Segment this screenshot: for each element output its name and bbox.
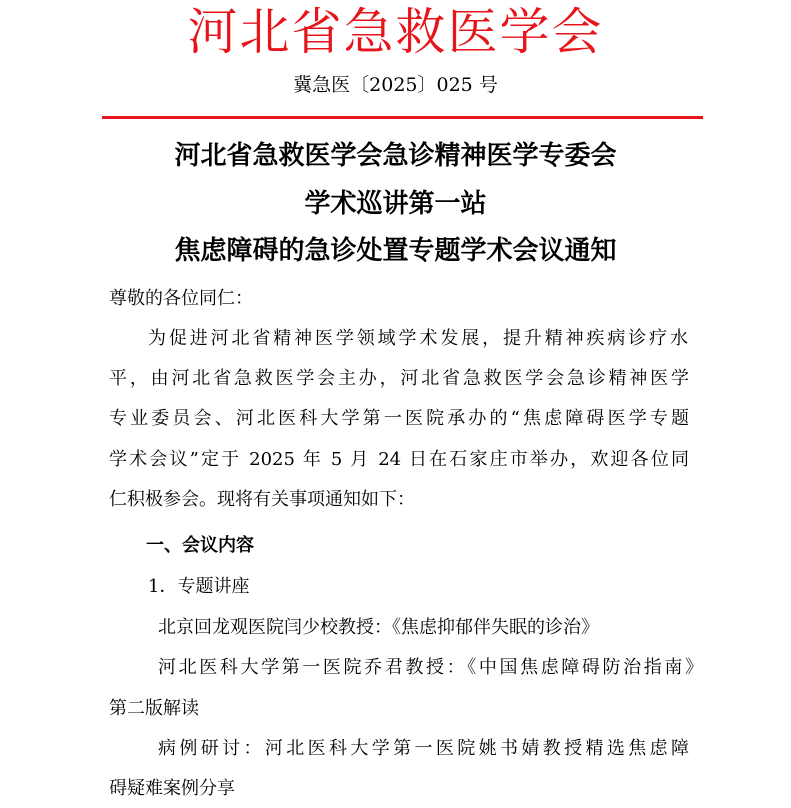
intro-line-2: 平，由河北省急救医学会主办，河北省急救医学会急诊精神医学 — [109, 368, 689, 389]
case-study-line-2: 碍疑难案例分享 — [109, 778, 235, 799]
notice-title-line-3: 焦虑障碍的急诊处置专题学术会议通知 — [174, 236, 617, 266]
intro-line-5: 仁积极参会。现将有关事项通知如下： — [109, 489, 415, 510]
intro-line-3: 专业委员会、河北医科大学第一医院承办的“焦虑障碍医学专题 — [109, 408, 689, 429]
case-study-line-1: 病例研讨：河北医科大学第一医院姚书婧教授精选焦虑障 — [158, 738, 689, 759]
notice-title-line-2: 学术巡讲第一站 — [304, 189, 487, 219]
lecture-2-line-2: 第二版解读 — [109, 698, 199, 719]
lecture-1: 北京回龙观医院闫少校教授：《焦虑抑郁伴失眠的诊治》 — [158, 617, 599, 638]
intro-line-1: 为促进河北省精神医学领域学术发展，提升精神疾病诊疗水 — [148, 328, 688, 349]
section-1-title: 一、会议内容 — [146, 535, 254, 556]
organization-title: 河北省急救医学会 — [187, 3, 604, 61]
lecture-2-line-1: 河北医科大学第一医院乔君教授：《中国焦虑障碍防治指南》 — [158, 657, 703, 678]
greeting: 尊敬的各位同仁： — [109, 288, 253, 309]
document-number: 冀急医〔2025〕025 号 — [293, 74, 498, 96]
red-divider-line — [102, 116, 703, 119]
item-1-title: 1．专题讲座 — [148, 576, 250, 597]
intro-line-4: 学术会议”定于 2025 年 5 月 24 日在石家庄市举办，欢迎各位同 — [109, 449, 689, 470]
notice-title-line-1: 河北省急救医学会急诊精神医学专委会 — [174, 141, 617, 171]
